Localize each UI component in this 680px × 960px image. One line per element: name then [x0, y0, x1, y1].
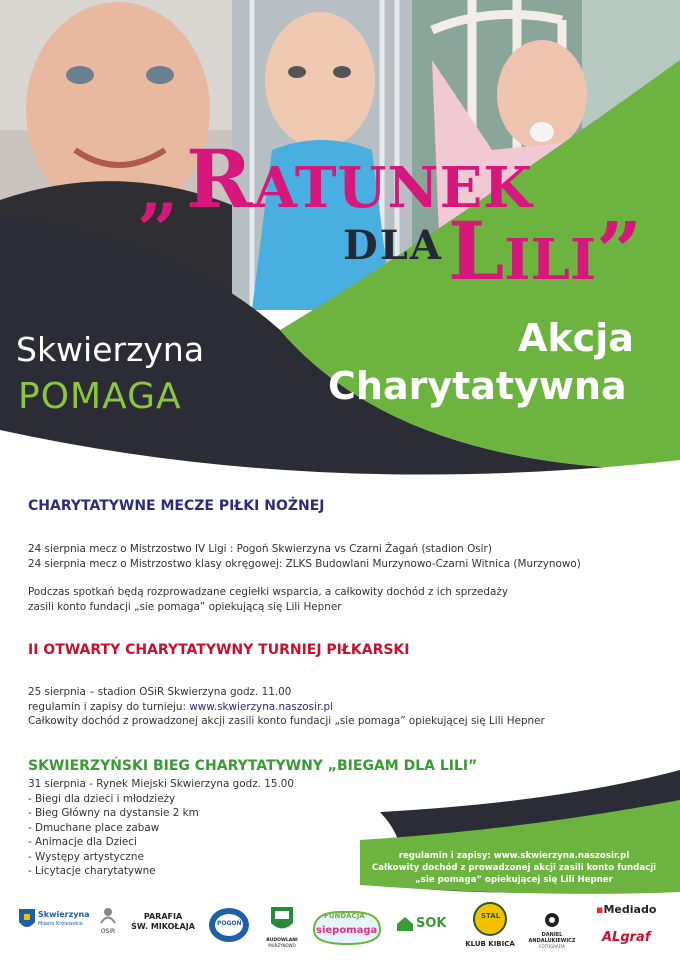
sponsor-algraf: ALgraf — [602, 930, 651, 945]
sponsor-budowlani — [262, 906, 302, 948]
sponsor-budowlani-sub: MURZYNOWO — [268, 943, 296, 948]
section2-line1: 25 sierpnia – stadion OSiR Skwierzyna godz. 11.00 — [28, 686, 292, 698]
action-label-line2: Charytatywna — [328, 364, 627, 408]
sponsor-stal-name: STAL — [481, 912, 501, 920]
sponsor-skwierzyna-name: Skwierzyna — [38, 910, 90, 919]
section1-para2: zasili konto fundacji „sie pomaga” opiekującą się Lili Hepner — [28, 600, 342, 613]
sponsor-sok-name: SOK — [416, 916, 447, 931]
budowlani-shield-icon — [270, 906, 294, 934]
section2-line3: Całkowity dochód z prowadzonej akcji zasili konto fundacji „sie pomaga” opiekującej się Lili Hepner — [28, 715, 545, 727]
sponsor-skwierzyna-sub: Miasto Królewskie — [38, 921, 83, 927]
sponsor-osir — [96, 906, 120, 935]
tournament-link[interactable]: www.skwierzyna.naszosir.pl — [189, 700, 334, 713]
sponsor-budowlani-name: BUDOWLANI — [266, 938, 298, 943]
sponsor-parafia — [128, 912, 198, 932]
footer-note-line3: „sie pomaga” opiekującej się Lili Hepner — [415, 875, 613, 885]
action-label-line1: Akcja — [518, 316, 634, 360]
section2-heading: II OTWARTY CHARYTATYWNY TURNIEJ PIŁKARSKI — [28, 642, 410, 658]
camera-lens-icon — [544, 912, 560, 928]
title-quote-open: „ — [138, 146, 180, 231]
title-word-dla: DLA — [343, 222, 443, 269]
sponsor-pogon-name: POGOŃ — [217, 920, 242, 927]
sponsor-fundacja-line2: siepomaga — [316, 925, 378, 936]
sponsor-klub-name: KLUB KIBICA — [465, 940, 515, 948]
list-item: - Animacje dla Dzieci — [28, 836, 137, 848]
sponsor-parafia-line2: ŚW. MIKOŁAJA — [131, 922, 195, 931]
section1-heading: CHARYTATYWNE MECZE PIŁKI NOŻNEJ — [28, 498, 325, 514]
mediado-mark-icon: ▪ — [596, 903, 604, 916]
list-item: - Dmuchane place zabaw — [28, 821, 160, 834]
sponsor-mediado — [596, 903, 656, 916]
title-word-lili — [448, 204, 642, 298]
sponsor-sok — [396, 916, 447, 936]
footer-note-line1: regulamin i zapisy: www.skwierzyna.naszosir.pl — [398, 851, 630, 861]
footer-note-line2: Całkowity dochód z prowadzonej akcji zasili konto fundacji — [371, 863, 657, 873]
list-item: - Bieg Główny na dystansie 2 km — [28, 807, 199, 819]
sponsor-klub-kibica — [464, 902, 516, 948]
sponsor-fundacja-line1: FUNDACJA — [324, 912, 365, 920]
sponsor-daniel — [518, 912, 586, 949]
poster-title — [138, 132, 678, 302]
section3-body — [28, 777, 294, 879]
city-slogan: POMAGA — [18, 376, 182, 417]
list-item: - Występy artystyczne — [28, 850, 144, 863]
section2-body — [28, 685, 545, 729]
title-word-ratunek: Ratunek — [186, 132, 533, 226]
sponsor-parafia-line1: PARAFIA — [143, 912, 183, 921]
title-quote-close: ” — [596, 204, 643, 298]
section3-heading: SKWIERZYŃSKI BIEG CHARYTATYWNY „BIEGAM DLA LILI” — [28, 758, 478, 774]
footer-note — [360, 850, 668, 886]
house-icon — [396, 916, 414, 932]
section1-line2: 24 sierpnia mecz o Mistrzostwo klasy okręgowej: ZLKS Budowlani Murzynowo-Czarni Witnica (Murzynowo) — [28, 557, 581, 570]
section2-line2-prefix: regulamin i zapisy do turnieju: — [28, 700, 190, 713]
title-lili-text: Lili — [448, 204, 597, 298]
section1-matches — [28, 542, 581, 571]
sponsor-mediado-name: Mediado — [603, 903, 657, 916]
section1-para1: Podczas spotkań będą rozprowadzane cegiełki wsparcia, a całkowity dochód z ich sprzedaży — [28, 586, 508, 598]
sponsor-fundacja — [310, 906, 384, 946]
sponsor-osir-name: OSiR — [100, 928, 116, 935]
section1-line1: 24 sierpnia mecz o Mistrzostwo IV Ligi : Pogoń Skwierzyna vs Czarni Żagań (stadion Osir) — [28, 543, 492, 555]
list-item: - Licytacje charytatywne — [28, 865, 156, 877]
list-item: - Biegi dla dzieci i młodzieży — [28, 792, 176, 805]
coat-of-arms-icon — [18, 908, 36, 932]
section1-description — [28, 585, 508, 614]
sponsor-skwierzyna — [18, 908, 90, 936]
section2-line2 — [28, 700, 545, 715]
sponsor-pogon — [208, 906, 250, 948]
sponsor-daniel-sub: FOTOGRAFIA — [539, 944, 565, 949]
osir-logo-icon — [98, 906, 118, 924]
city-name: Skwierzyna — [16, 330, 205, 369]
section3-intro: 31 sierpnia - Rynek Miejski Skwierzyna godz. 15.00 — [28, 778, 295, 790]
sponsor-daniel-name: DANIEL ANDALUKIEWICZ — [528, 932, 576, 944]
